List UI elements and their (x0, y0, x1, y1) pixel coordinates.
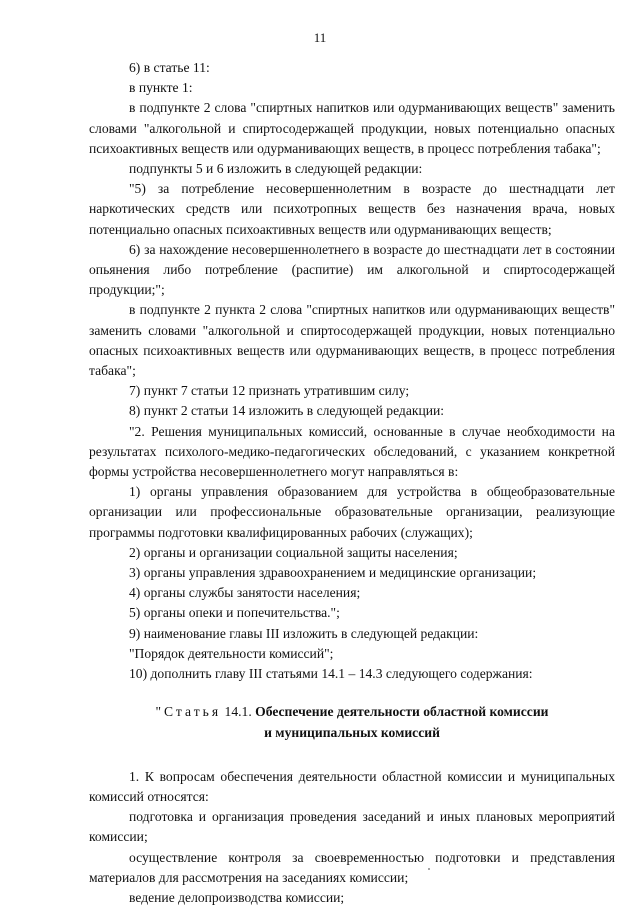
paragraph: 6) в статье 11: (129, 60, 210, 75)
paragraph: "5) за потребление несовершеннолетним в возрасте до шестнадцати лет наркотических средств или психотропных веществ без назначения врача, новых потенциально опасных психоактивных веществ или одурманивающих веществ; (89, 181, 615, 237)
article-heading (89, 702, 615, 742)
paragraph: 7) пункт 7 статьи 12 признать утратившим силу; (129, 383, 410, 399)
article-title-line-2: и муниципальных комиссий (264, 724, 440, 740)
paragraph: 2) органы и организации социальной защиты населения; (129, 544, 458, 560)
paragraph: 5) органы опеки и попечительства."; (129, 605, 340, 621)
paragraph: ведение делопроизводства комиссии; (129, 889, 345, 905)
article-title-line-1: Обеспечение деятельности областной комиссии (255, 704, 549, 720)
paragraph: 1) органы управления образованием для устройства в общеобразовательные организации или профессиональные образовательные организации, реализующие программы подготовки квалифицированных рабочих (служащих); (89, 484, 615, 540)
article-number: 14.1. (224, 704, 252, 720)
scan-speck (428, 868, 430, 870)
paragraph: "Порядок деятельности комиссий"; (129, 645, 334, 661)
paragraph: 8) пункт 2 статьи 14 изложить в следующей редакции: (129, 403, 445, 419)
paragraph: в подпункте 2 пункта 2 слова "спиртных напитков или одурманивающих веществ" заменить словами "алкогольной и спиртосодержащей продукции, новых потенциально опасных психоактивных веществ или одурманивающих веществ, в процесс потребления табака"; (89, 302, 615, 379)
paragraph: в подпункте 2 слова "спиртных напитков или одурманивающих веществ" заменить словами "алкогольной и спиртосодержащей продукции, новых потенциально опасных психоактивных веществ или одурманивающих веществ, в процесс потребления табака"; (89, 100, 615, 156)
paragraph: 4) органы службы занятости населения; (129, 585, 361, 601)
paragraph: подготовка и организация проведения заседаний и иных плановых мероприятий комиссии; (89, 809, 615, 845)
page-number: 11 (313, 30, 327, 45)
paragraph: 1. К вопросам обеспечения деятельности областной комиссии и муниципальных комиссий относятся: (89, 768, 615, 804)
document-body (89, 58, 615, 908)
paragraph: 6) за нахождение несовершеннолетнего в возрасте до шестнадцати лет в состоянии опьянения либо потребление (распитие) им алкогольной и спиртосодержащей продукции;"; (89, 241, 615, 298)
paragraph: осуществление контроля за своевременностью подготовки и представления материалов для рассмотрения на заседаниях комиссии; (89, 849, 615, 885)
paragraph: 10) дополнить главу III статьями 14.1 – 14.3 следующего содержания: (129, 666, 533, 682)
paragraph: "2. Решения муниципальных комиссий, основанные в случае необходимости на результатах психолого-медико-педагогических обследований, с указанием конкретной формы устройства несовершеннолетнего могут направляться в: (89, 423, 615, 480)
paragraph: в пункте 1: (129, 80, 193, 96)
paragraph: 3) органы управления здравоохранением и медицинские организации; (129, 565, 537, 581)
paragraph: подпункты 5 и 6 изложить в следующей редакции: (129, 161, 423, 177)
paragraph: 9) наименование главы III изложить в следующей редакции: (129, 625, 479, 641)
article-label: "Статья (155, 704, 222, 720)
